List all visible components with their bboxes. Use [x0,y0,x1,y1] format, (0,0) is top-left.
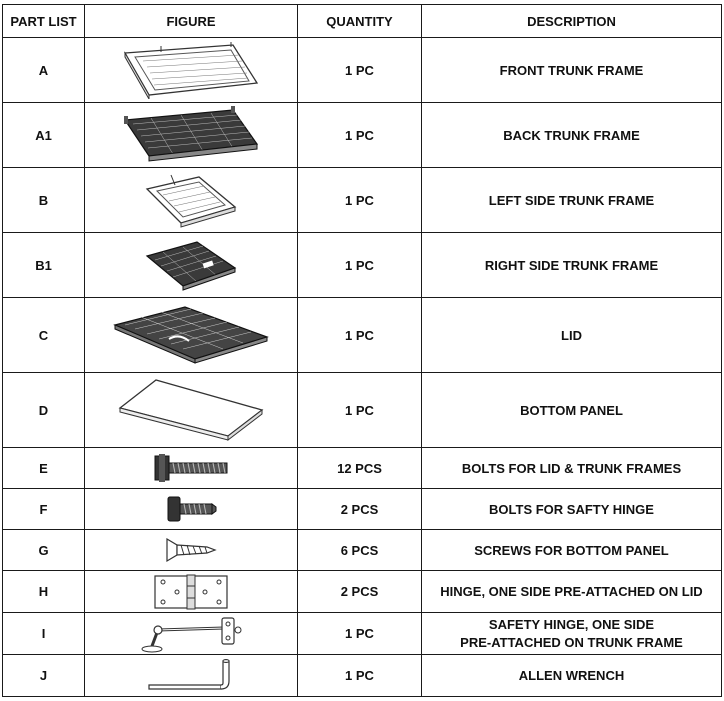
description: ALLEN WRENCH [422,655,722,697]
quantity: 1 PC [298,655,422,697]
front-trunk-frame-icon [121,41,261,99]
figure-cell [85,373,298,448]
quantity: 1 PC [298,38,422,103]
part-id: F [3,489,85,530]
part-id: G [3,530,85,571]
figure-cell [85,489,298,530]
bottom-panel-icon [116,376,266,444]
figure-cell [85,571,298,613]
figure-cell [85,168,298,233]
bolt-icon [151,453,231,483]
table-row [3,38,722,103]
table-row [3,373,722,448]
lid-icon [111,303,271,367]
header-figure: FIGURE [85,5,298,38]
quantity: 1 PC [298,298,422,373]
figure-cell [85,530,298,571]
table-row [3,489,722,530]
header-part-list: PART LIST [3,5,85,38]
left-side-trunk-frame-icon [141,171,241,229]
allen-wrench-icon [145,657,237,695]
quantity: 12 PCS [298,448,422,489]
header-row [3,5,722,38]
description: BACK TRUNK FRAME [422,103,722,168]
part-id: A [3,38,85,103]
quantity: 1 PC [298,168,422,233]
table-row [3,571,722,613]
part-id: I [3,613,85,655]
description: BOLTS FOR LID & TRUNK FRAMES [422,448,722,489]
description: BOLTS FOR SAFTY HINGE [422,489,722,530]
table-row [3,233,722,298]
part-id: C [3,298,85,373]
part-id: B [3,168,85,233]
quantity: 1 PC [298,103,422,168]
description: RIGHT SIDE TRUNK FRAME [422,233,722,298]
table-row [3,103,722,168]
table-row [3,655,722,697]
figure-cell [85,448,298,489]
description-line: SAFETY HINGE, ONE SIDE [488,616,655,632]
figure-cell [85,655,298,697]
figure-cell [85,103,298,168]
screw-icon [163,536,219,564]
description: SCREWS FOR BOTTOM PANEL [422,530,722,571]
table-row [3,448,722,489]
quantity: 1 PC [298,233,422,298]
quantity: 2 PCS [298,489,422,530]
right-side-trunk-frame-icon [141,236,241,294]
quantity: 2 PCS [298,571,422,613]
quantity: 1 PC [298,373,422,448]
description-line: PRE-ATTACHED ON TRUNK FRAME [460,634,683,650]
table-row [3,168,722,233]
description [422,613,722,655]
header-description: DESCRIPTION [422,5,722,38]
safety-hinge-icon [136,614,246,654]
table-row [3,613,722,655]
part-id: H [3,571,85,613]
back-trunk-frame-icon [121,106,261,164]
part-id: E [3,448,85,489]
parts-table [2,4,722,697]
description: BOTTOM PANEL [422,373,722,448]
header-quantity: QUANTITY [298,5,422,38]
description: FRONT TRUNK FRAME [422,38,722,103]
figure-cell [85,613,298,655]
short-bolt-icon [164,494,218,524]
hinge-icon [151,574,231,610]
part-id: J [3,655,85,697]
part-id: D [3,373,85,448]
description: HINGE, ONE SIDE PRE-ATTACHED ON LID [422,571,722,613]
description: LEFT SIDE TRUNK FRAME [422,168,722,233]
figure-cell [85,233,298,298]
figure-cell [85,38,298,103]
quantity: 1 PC [298,613,422,655]
figure-cell [85,298,298,373]
part-id: A1 [3,103,85,168]
table-row [3,530,722,571]
quantity: 6 PCS [298,530,422,571]
part-id: B1 [3,233,85,298]
table-row [3,298,722,373]
description: LID [422,298,722,373]
